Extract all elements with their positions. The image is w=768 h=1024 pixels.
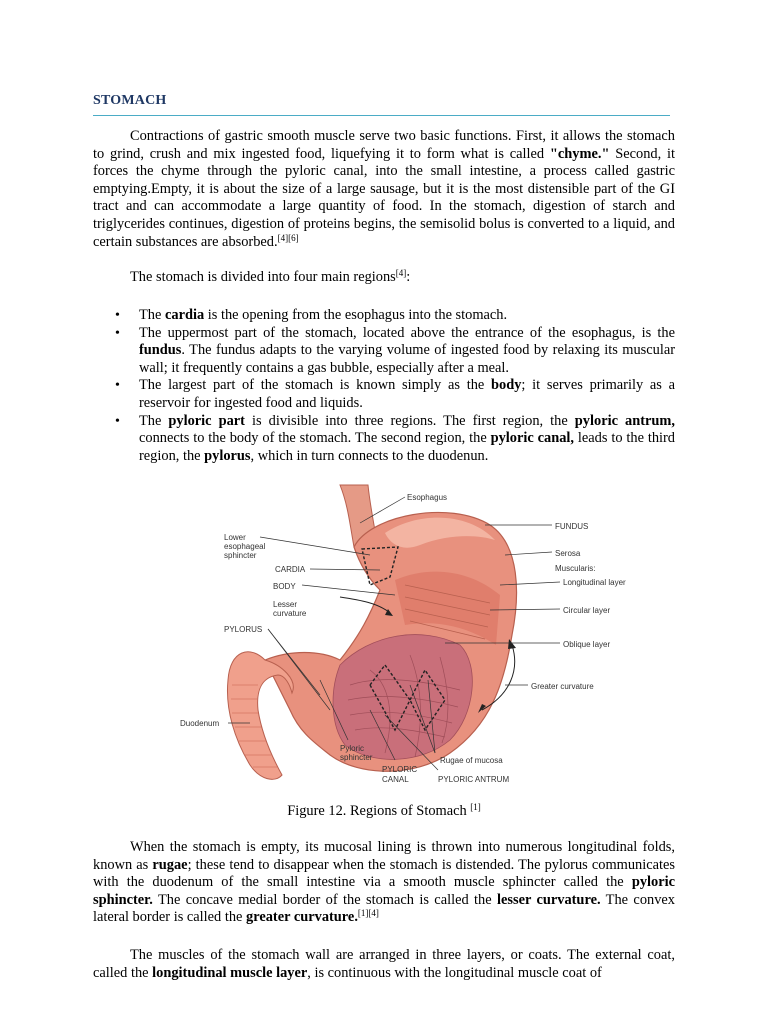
text-run: The uppermost part of the stomach, located above the entrance of the esophagus, is the — [139, 324, 675, 341]
bold-term: body — [491, 377, 522, 394]
stomach-anatomy-figure — [180, 485, 626, 790]
regions-list — [93, 307, 675, 465]
caption-text: Figure 12. Regions of Stomach — [287, 803, 471, 819]
text-run: Contractions of gastric smooth muscle serve two basic functions. First, it allows the stomach to grind, crush and mix ingested food, liquefying it to form what is called — [93, 128, 675, 162]
greater-curvature-arrowhead-top — [508, 639, 516, 649]
label-pyloric-sphincter-2: sphincter — [340, 753, 373, 762]
label-pyloric-antrum: PYLORIC ANTRUM — [438, 775, 510, 784]
label-duodenum: Duodenum — [180, 719, 220, 728]
label-esophagus: Esophagus — [407, 493, 448, 502]
bold-term-longitudinal-layer: longitudinal muscle layer — [152, 964, 308, 981]
label-pyloric-canal-1: PYLORIC — [382, 765, 418, 774]
bold-term-pyloric-sphincter: pyloric sphincter. — [93, 874, 675, 908]
label-oblique: Oblique layer — [563, 640, 611, 649]
paragraph-rugae-curvatures — [93, 839, 675, 927]
label-pyloric-sphincter-1: Pyloric — [340, 744, 365, 753]
text-run: connects to the body of the stomach. The second region, the — [139, 430, 491, 447]
text-run: is divisible into three regions. The first region, the — [244, 412, 575, 429]
list-item-fundus — [93, 325, 675, 378]
text-run: . The fundus adapts to the varying volume of ingested food by relaxing its muscular wall; it frequently contains a gas bubble, especially after a meal. — [139, 342, 675, 376]
label-lesser-curvature-2: curvature — [273, 609, 307, 618]
list-item-cardia — [93, 307, 675, 325]
text-run: : — [406, 269, 411, 285]
label-circular: Circular layer — [563, 606, 611, 615]
text-run: , is continuous with the longitudinal muscle coat of — [307, 964, 602, 981]
label-rugae: Rugae of mucosa — [440, 756, 503, 765]
heading-underline — [93, 115, 670, 116]
text-run: The muscles of the stomach wall are arranged in three layers, or coats. The external coat, called the — [93, 947, 675, 981]
paragraph-gastric-contractions — [93, 128, 675, 251]
label-lower-sphincter-1: Lower — [224, 533, 246, 542]
text-run: is the opening from the esophagus into the stomach. — [204, 307, 508, 323]
text-run: , which in turn connects to the duodenun. — [250, 447, 489, 464]
bold-term-chyme: "chyme." — [549, 145, 610, 162]
label-fundus: FUNDUS — [555, 522, 589, 531]
bold-term: cardia — [164, 307, 205, 323]
paragraph-regions-intro — [130, 269, 670, 287]
text-run: The — [139, 307, 165, 323]
bullet-icon: • — [115, 413, 120, 429]
label-body: BODY — [273, 582, 296, 591]
label-serosa: Serosa — [555, 549, 581, 558]
bullet-icon: • — [115, 325, 120, 341]
label-cardia: CARDIA — [275, 565, 306, 574]
bold-term: fundus — [139, 342, 182, 359]
text-run: leads to the third region, the — [139, 430, 676, 464]
text-run: Second, it forces the chyme through the pyloric canal, into the small intestine, a process called gastric emptying.Empty, it is about the size of a large sausage, but it is the most distensible part of the GI tract and can accommodate a large quantity of food. In the stomach, digestion of starch and triglycerides continues, digestion of proteins begins, the semisolid bolus is converted to a liquid, and certain substances are absorbed. — [93, 145, 675, 250]
text-run: The stomach is divided into four main regions — [130, 269, 396, 285]
citation-ref[interactable]: [4][6] — [277, 232, 299, 243]
label-muscularis: Muscularis: — [555, 564, 596, 573]
text-run: The concave medial border of the stomach is called the — [152, 891, 497, 908]
bold-term: pyloric canal, — [490, 430, 575, 447]
text-run: The largest part of the stomach is known simply as the — [139, 377, 492, 394]
section-title: STOMACH — [93, 93, 167, 108]
text-run: ; these tend to disappear when the stomach is distended. The pylorus communicates with the duodenum of the small intestine via a smooth muscle sphincter called the — [93, 856, 676, 891]
citation-ref[interactable]: [4] — [395, 268, 407, 278]
bold-term: pyloric antrum, — [574, 412, 675, 429]
duodenum-shape — [227, 652, 293, 780]
label-pylorus: PYLORUS — [224, 625, 263, 634]
bold-term: pylorus — [204, 447, 251, 464]
list-item-pyloric-part — [93, 413, 675, 466]
bold-term-lesser-curvature: lesser curvature. — [497, 891, 601, 908]
leader-serosa — [505, 552, 552, 555]
label-lower-sphincter-3: sphincter — [224, 551, 257, 560]
list-item-body — [93, 377, 675, 412]
text-run: The — [139, 412, 169, 429]
label-lesser-curvature-1: Lesser — [273, 600, 298, 609]
citation-ref[interactable]: [1] — [470, 802, 481, 812]
label-pyloric-canal-2: CANAL — [382, 775, 409, 784]
bold-term: pyloric part — [168, 412, 245, 429]
text-run: The convex lateral border is called the — [93, 891, 675, 926]
bullet-icon: • — [115, 308, 120, 323]
paragraph-muscle-layers — [93, 947, 675, 982]
bullet-icon: • — [115, 378, 120, 394]
figure-caption — [0, 803, 768, 820]
text-run: When the stomach is empty, its mucosal lining is thrown into numerous longitudinal folds, known as — [93, 839, 675, 873]
label-longitudinal: Longitudinal layer — [563, 578, 626, 587]
bold-term-greater-curvature: greater curvature. — [246, 909, 358, 926]
label-greater-curvature: Greater curvature — [531, 682, 594, 691]
label-lower-sphincter-2: esophageal — [224, 542, 266, 551]
citation-ref[interactable]: [1][4] — [357, 908, 379, 919]
text-run: ; it serves primarily as a reservoir for ingested food and liquids. — [139, 377, 675, 411]
bold-term-rugae: rugae — [152, 856, 188, 873]
